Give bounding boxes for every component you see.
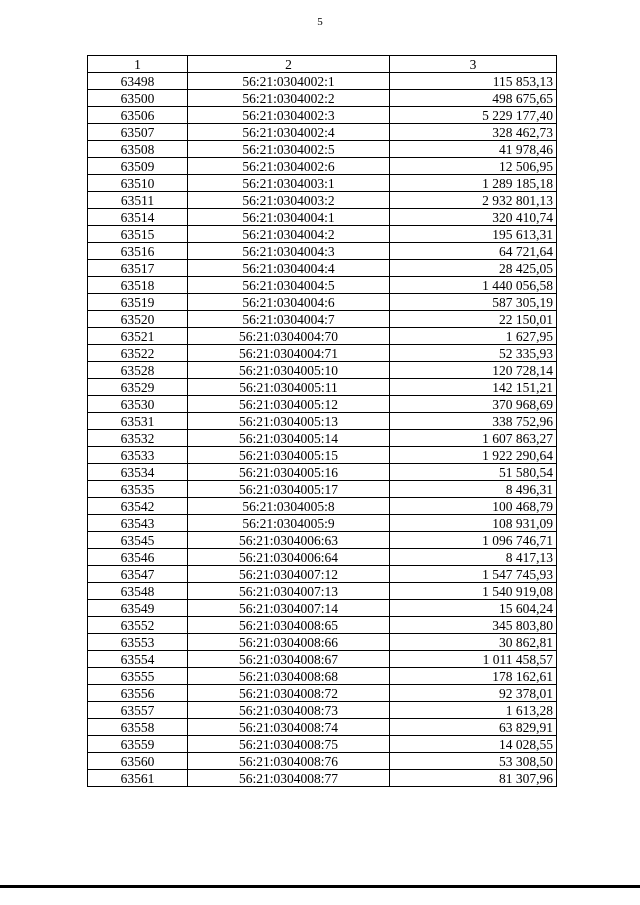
- row-number-cell: 63531: [88, 413, 188, 430]
- cadastral-value-cell: 81 307,96: [390, 770, 557, 787]
- row-number-cell: 63548: [88, 583, 188, 600]
- column-header-1: 1: [88, 56, 188, 73]
- cadastral-value-cell: 1 011 458,57: [390, 651, 557, 668]
- row-number-cell: 63509: [88, 158, 188, 175]
- table-row: [88, 498, 557, 515]
- row-number-cell: 63500: [88, 90, 188, 107]
- row-number-cell: 63552: [88, 617, 188, 634]
- cadastral-value-cell: 1 289 185,18: [390, 175, 557, 192]
- cadastral-value-cell: 328 462,73: [390, 124, 557, 141]
- cadastral-number-cell: 56:21:0304005:10: [188, 362, 390, 379]
- cadastral-value-table: [87, 55, 557, 787]
- row-number-cell: 63530: [88, 396, 188, 413]
- cadastral-number-cell: 56:21:0304005:12: [188, 396, 390, 413]
- cadastral-number-cell: 56:21:0304008:67: [188, 651, 390, 668]
- table-row: [88, 600, 557, 617]
- cadastral-value-cell: 12 506,95: [390, 158, 557, 175]
- cadastral-value-cell: 2 932 801,13: [390, 192, 557, 209]
- cadastral-number-cell: 56:21:0304004:70: [188, 328, 390, 345]
- row-number-cell: 63532: [88, 430, 188, 447]
- table-row: [88, 209, 557, 226]
- table-row: [88, 328, 557, 345]
- cadastral-number-cell: 56:21:0304008:73: [188, 702, 390, 719]
- page-number: 5: [317, 16, 323, 28]
- row-number-cell: 63514: [88, 209, 188, 226]
- cadastral-value-cell: 320 410,74: [390, 209, 557, 226]
- cadastral-number-cell: 56:21:0304008:72: [188, 685, 390, 702]
- table-header-row: [88, 56, 557, 73]
- row-number-cell: 63511: [88, 192, 188, 209]
- cadastral-number-cell: 56:21:0304004:6: [188, 294, 390, 311]
- row-number-cell: 63557: [88, 702, 188, 719]
- cadastral-number-cell: 56:21:0304005:11: [188, 379, 390, 396]
- row-number-cell: 63515: [88, 226, 188, 243]
- bottom-rule: [0, 885, 640, 888]
- cadastral-number-cell: 56:21:0304008:77: [188, 770, 390, 787]
- cadastral-number-cell: 56:21:0304007:14: [188, 600, 390, 617]
- table-row: [88, 549, 557, 566]
- table-row: [88, 634, 557, 651]
- row-number-cell: 63517: [88, 260, 188, 277]
- table-row: [88, 770, 557, 787]
- cadastral-value-cell: 338 752,96: [390, 413, 557, 430]
- row-number-cell: 63507: [88, 124, 188, 141]
- cadastral-number-cell: 56:21:0304005:9: [188, 515, 390, 532]
- table-row: [88, 107, 557, 124]
- row-number-cell: 63543: [88, 515, 188, 532]
- table-row: [88, 566, 557, 583]
- row-number-cell: 63534: [88, 464, 188, 481]
- table-row: [88, 617, 557, 634]
- cadastral-value-cell: 1 922 290,64: [390, 447, 557, 464]
- cadastral-number-cell: 56:21:0304008:66: [188, 634, 390, 651]
- row-number-cell: 63519: [88, 294, 188, 311]
- row-number-cell: 63506: [88, 107, 188, 124]
- row-number-cell: 63546: [88, 549, 188, 566]
- cadastral-value-cell: 63 829,91: [390, 719, 557, 736]
- row-number-cell: 63542: [88, 498, 188, 515]
- cadastral-number-cell: 56:21:0304002:2: [188, 90, 390, 107]
- table-row: [88, 413, 557, 430]
- cadastral-value-cell: 1 440 056,58: [390, 277, 557, 294]
- cadastral-number-cell: 56:21:0304008:76: [188, 753, 390, 770]
- row-number-cell: 63559: [88, 736, 188, 753]
- table-row: [88, 243, 557, 260]
- row-number-cell: 63516: [88, 243, 188, 260]
- cadastral-value-cell: 51 580,54: [390, 464, 557, 481]
- cadastral-number-cell: 56:21:0304008:75: [188, 736, 390, 753]
- cadastral-value-cell: 178 162,61: [390, 668, 557, 685]
- cadastral-value-cell: 1 613,28: [390, 702, 557, 719]
- cadastral-number-cell: 56:21:0304005:15: [188, 447, 390, 464]
- table-row: [88, 753, 557, 770]
- table-row: [88, 362, 557, 379]
- cadastral-value-cell: 52 335,93: [390, 345, 557, 362]
- table-row: [88, 260, 557, 277]
- table-row: [88, 736, 557, 753]
- cadastral-value-cell: 345 803,80: [390, 617, 557, 634]
- table-header: [88, 56, 557, 73]
- row-number-cell: 63528: [88, 362, 188, 379]
- table-row: [88, 345, 557, 362]
- table-row: [88, 175, 557, 192]
- cadastral-number-cell: 56:21:0304002:5: [188, 141, 390, 158]
- table-row: [88, 515, 557, 532]
- table-row: [88, 719, 557, 736]
- cadastral-number-cell: 56:21:0304003:2: [188, 192, 390, 209]
- table-row: [88, 73, 557, 90]
- cadastral-value-cell: 8 496,31: [390, 481, 557, 498]
- cadastral-value-cell: 1 096 746,71: [390, 532, 557, 549]
- cadastral-value-cell: 195 613,31: [390, 226, 557, 243]
- row-number-cell: 63508: [88, 141, 188, 158]
- cadastral-value-cell: 142 151,21: [390, 379, 557, 396]
- table-row: [88, 192, 557, 209]
- cadastral-number-cell: 56:21:0304006:64: [188, 549, 390, 566]
- cadastral-value-cell: 100 468,79: [390, 498, 557, 515]
- table-row: [88, 158, 557, 175]
- row-number-cell: 63555: [88, 668, 188, 685]
- cadastral-value-cell: 108 931,09: [390, 515, 557, 532]
- row-number-cell: 63553: [88, 634, 188, 651]
- cadastral-number-cell: 56:21:0304004:5: [188, 277, 390, 294]
- cadastral-number-cell: 56:21:0304005:16: [188, 464, 390, 481]
- row-number-cell: 63554: [88, 651, 188, 668]
- cadastral-value-cell: 8 417,13: [390, 549, 557, 566]
- table-row: [88, 379, 557, 396]
- cadastral-value-cell: 587 305,19: [390, 294, 557, 311]
- row-number-cell: 63529: [88, 379, 188, 396]
- cadastral-number-cell: 56:21:0304008:74: [188, 719, 390, 736]
- cadastral-value-cell: 92 378,01: [390, 685, 557, 702]
- table-body: [88, 73, 557, 787]
- cadastral-number-cell: 56:21:0304007:12: [188, 566, 390, 583]
- table-row: [88, 396, 557, 413]
- table-row: [88, 226, 557, 243]
- cadastral-number-cell: 56:21:0304007:13: [188, 583, 390, 600]
- cadastral-value-cell: 30 862,81: [390, 634, 557, 651]
- cadastral-value-cell: 64 721,64: [390, 243, 557, 260]
- row-number-cell: 63533: [88, 447, 188, 464]
- table-row: [88, 532, 557, 549]
- cadastral-value-cell: 1 540 919,08: [390, 583, 557, 600]
- cadastral-value-cell: 1 607 863,27: [390, 430, 557, 447]
- row-number-cell: 63558: [88, 719, 188, 736]
- cadastral-value-cell: 5 229 177,40: [390, 107, 557, 124]
- cadastral-number-cell: 56:21:0304004:4: [188, 260, 390, 277]
- row-number-cell: 63521: [88, 328, 188, 345]
- cadastral-number-cell: 56:21:0304002:3: [188, 107, 390, 124]
- row-number-cell: 63535: [88, 481, 188, 498]
- cadastral-value-cell: 28 425,05: [390, 260, 557, 277]
- cadastral-value-cell: 15 604,24: [390, 600, 557, 617]
- table-row: [88, 311, 557, 328]
- cadastral-value-cell: 1 627,95: [390, 328, 557, 345]
- table-row: [88, 124, 557, 141]
- table-row: [88, 294, 557, 311]
- table-row: [88, 583, 557, 600]
- table-row: [88, 685, 557, 702]
- table-row: [88, 90, 557, 107]
- cadastral-value-cell: 22 150,01: [390, 311, 557, 328]
- cadastral-number-cell: 56:21:0304004:7: [188, 311, 390, 328]
- cadastral-number-cell: 56:21:0304008:68: [188, 668, 390, 685]
- column-header-3: 3: [390, 56, 557, 73]
- row-number-cell: 63522: [88, 345, 188, 362]
- row-number-cell: 63518: [88, 277, 188, 294]
- row-number-cell: 63560: [88, 753, 188, 770]
- cadastral-value-cell: 498 675,65: [390, 90, 557, 107]
- cadastral-number-cell: 56:21:0304002:1: [188, 73, 390, 90]
- table-row: [88, 447, 557, 464]
- cadastral-number-cell: 56:21:0304008:65: [188, 617, 390, 634]
- table-row: [88, 481, 557, 498]
- row-number-cell: 63556: [88, 685, 188, 702]
- cadastral-value-cell: 53 308,50: [390, 753, 557, 770]
- cadastral-number-cell: 56:21:0304004:71: [188, 345, 390, 362]
- cadastral-number-cell: 56:21:0304004:2: [188, 226, 390, 243]
- cadastral-number-cell: 56:21:0304005:13: [188, 413, 390, 430]
- row-number-cell: 63561: [88, 770, 188, 787]
- cadastral-value-cell: 370 968,69: [390, 396, 557, 413]
- cadastral-number-cell: 56:21:0304005:14: [188, 430, 390, 447]
- row-number-cell: 63547: [88, 566, 188, 583]
- table-row: [88, 651, 557, 668]
- row-number-cell: 63545: [88, 532, 188, 549]
- row-number-cell: 63498: [88, 73, 188, 90]
- table-row: [88, 668, 557, 685]
- cadastral-number-cell: 56:21:0304004:3: [188, 243, 390, 260]
- cadastral-value-cell: 1 547 745,93: [390, 566, 557, 583]
- table-row: [88, 702, 557, 719]
- cadastral-value-cell: 120 728,14: [390, 362, 557, 379]
- table-row: [88, 141, 557, 158]
- cadastral-value-cell: 14 028,55: [390, 736, 557, 753]
- cadastral-number-cell: 56:21:0304005:17: [188, 481, 390, 498]
- column-header-2: 2: [188, 56, 390, 73]
- table-row: [88, 464, 557, 481]
- cadastral-number-cell: 56:21:0304005:8: [188, 498, 390, 515]
- cadastral-value-cell: 115 853,13: [390, 73, 557, 90]
- row-number-cell: 63549: [88, 600, 188, 617]
- cadastral-value-cell: 41 978,46: [390, 141, 557, 158]
- table-row: [88, 430, 557, 447]
- cadastral-number-cell: 56:21:0304006:63: [188, 532, 390, 549]
- cadastral-number-cell: 56:21:0304003:1: [188, 175, 390, 192]
- row-number-cell: 63520: [88, 311, 188, 328]
- cadastral-number-cell: 56:21:0304004:1: [188, 209, 390, 226]
- cadastral-number-cell: 56:21:0304002:6: [188, 158, 390, 175]
- cadastral-number-cell: 56:21:0304002:4: [188, 124, 390, 141]
- row-number-cell: 63510: [88, 175, 188, 192]
- table-row: [88, 277, 557, 294]
